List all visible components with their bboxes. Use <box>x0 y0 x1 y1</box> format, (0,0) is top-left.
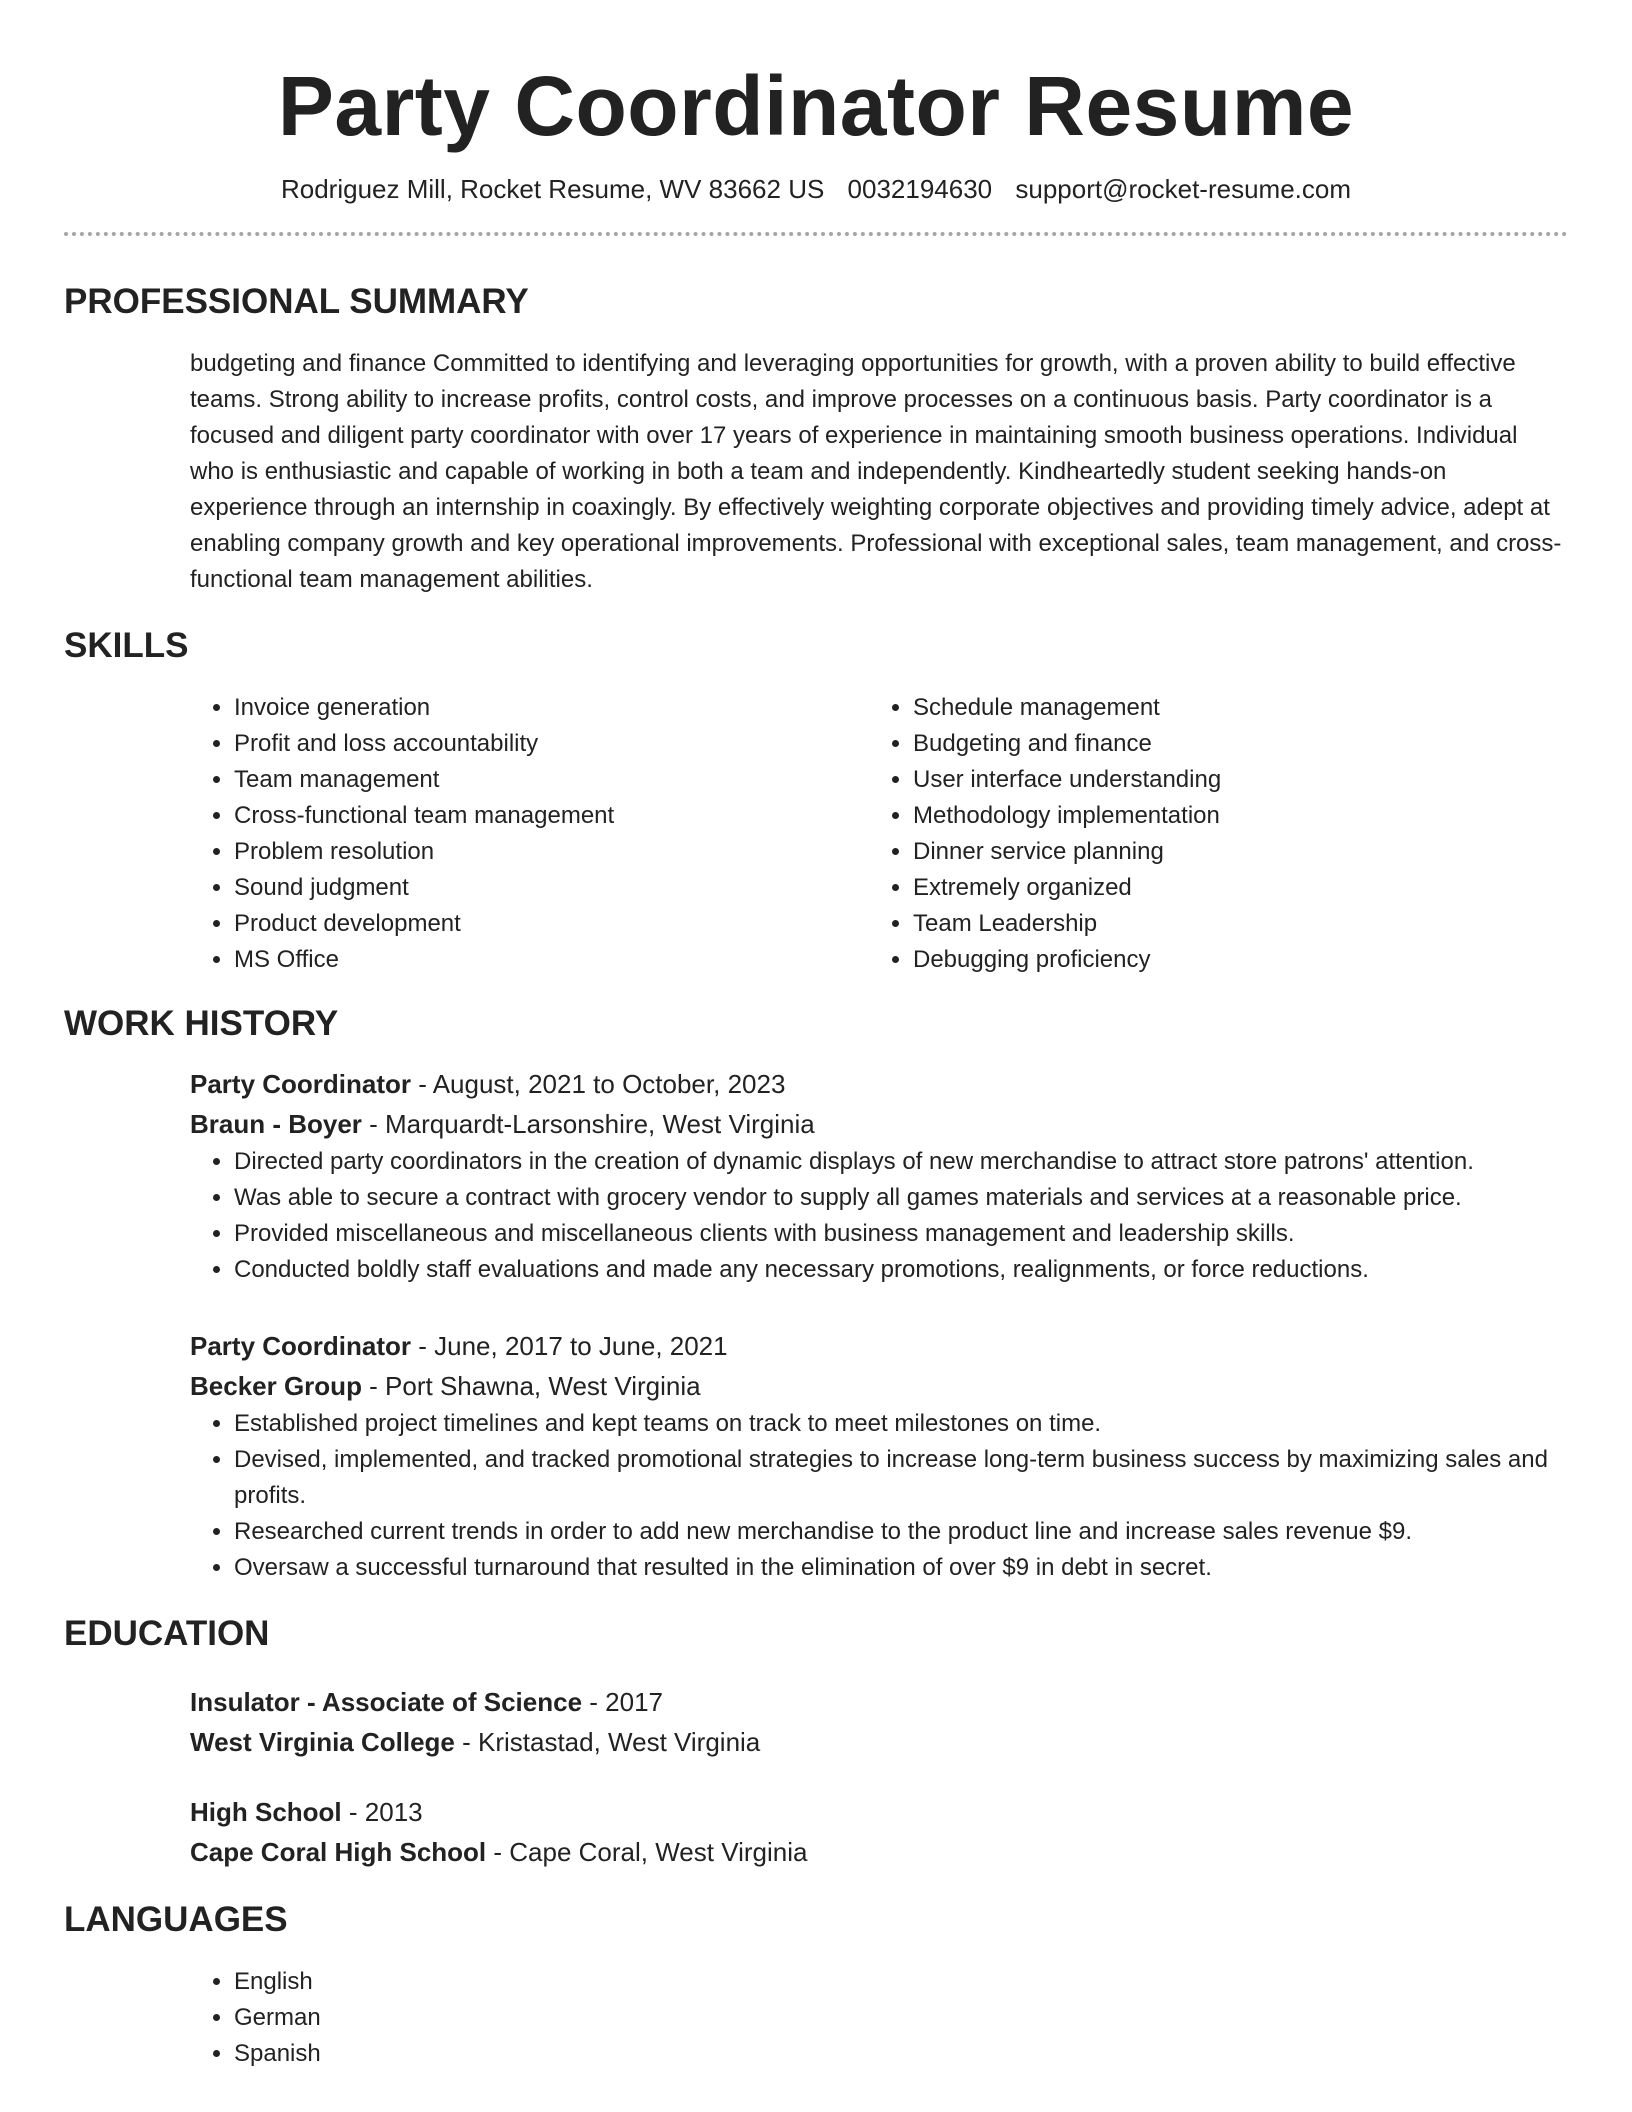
contact-line <box>64 172 1568 206</box>
contact-address: Rodriguez Mill, Rocket Resume, WV 83662 US <box>280 174 825 204</box>
job-company-line <box>190 1366 1568 1406</box>
languages-heading: LANGUAGES <box>64 1900 288 1939</box>
contact-email: support@rocket-resume.com <box>1015 174 1352 204</box>
education-degree: Insulator - Associate of Science <box>190 1687 583 1717</box>
resume-page <box>64 0 1568 2072</box>
skill-item: • Problem resolution <box>234 834 869 870</box>
job-bullets <box>190 1144 1568 1288</box>
job-company: Braun - Boyer <box>190 1109 362 1139</box>
education-degree-line <box>190 1682 1568 1722</box>
job-title: Party Coordinator <box>190 1331 412 1361</box>
job-location: - Marquardt-Larsonshire, West Virginia <box>361 1109 815 1139</box>
work-history-heading: WORK HISTORY <box>64 1004 339 1043</box>
job-bullet: • Provided miscellaneous and miscellaneous clients with business management and leadership skills. <box>234 1216 1568 1252</box>
header-divider <box>64 232 1568 236</box>
skill-item: • Sound judgment <box>234 870 869 906</box>
education-degree-line <box>190 1792 1568 1832</box>
job-bullet: • Conducted boldly staff evaluations and made any necessary promotions, realignments, or force reductions. <box>234 1252 1568 1288</box>
skill-item: • Team Leadership <box>913 906 1548 942</box>
skill-item: • Extremely organized <box>913 870 1548 906</box>
language-item: • English <box>234 1964 1568 2000</box>
summary-heading: PROFESSIONAL SUMMARY <box>64 282 529 321</box>
skill-item: • Budgeting and finance <box>913 726 1548 762</box>
skill-item: • User interface understanding <box>913 762 1548 798</box>
skill-item: • Debugging proficiency <box>913 942 1548 978</box>
skills-column-left <box>190 690 869 978</box>
skill-item: • Team management <box>234 762 869 798</box>
job-bullet: • Oversaw a successful turnaround that resulted in the elimination of over $9 in debt in secret. <box>234 1550 1568 1586</box>
job-bullet: • Devised, implemented, and tracked promotional strategies to increase long-term business success by maximizing sales and profits. <box>234 1442 1568 1514</box>
job-bullets <box>190 1406 1568 1586</box>
education-entry <box>190 1792 1568 1872</box>
job-company-line <box>190 1104 1568 1144</box>
contact-phone: 0032194630 <box>847 174 993 204</box>
job-bullet: • Established project timelines and kept teams on track to meet milestones on time. <box>234 1406 1568 1442</box>
skill-item: • Schedule management <box>913 690 1548 726</box>
summary-text: budgeting and finance Committed to identifying and leveraging opportunities for growth, with a proven ability to build effective teams. Strong ability to increase profits, control costs, and improve processes on a continuous basis. Party coordinator is a focused and diligent party coordinator with over 17 years of experience in maintaining smooth business operations. Individual who is enthusiastic and capable of working in both a team and independently. Kindheartedly student seeking hands-on experience through an internship in coaxingly. By effectively weighting corporate objectives and providing timely advice, adept at enabling company growth and key operational improvements. Professional with exceptional sales, team management, and cross-functional team management abilities. <box>190 350 1562 593</box>
job-dates: - August, 2021 to October, 2023 <box>411 1069 786 1099</box>
education-location: - Cape Coral, West Virginia <box>486 1837 808 1867</box>
education-location: - Kristastad, West Virginia <box>454 1727 761 1757</box>
education-school: West Virginia College <box>190 1727 455 1757</box>
education-school: Cape Coral High School <box>190 1837 487 1867</box>
job-title: Party Coordinator <box>190 1069 412 1099</box>
job-title-line <box>190 1326 1568 1366</box>
job-bullet: • Directed party coordinators in the creation of dynamic displays of new merchandise to attract store patrons' attention. <box>234 1144 1568 1180</box>
skill-item: • MS Office <box>234 942 869 978</box>
education-year: - 2013 <box>341 1797 423 1827</box>
languages-list <box>190 1964 1568 2072</box>
skill-item: • Profit and loss accountability <box>234 726 869 762</box>
job-location: - Port Shawna, West Virginia <box>361 1371 701 1401</box>
job-bullet: • Was able to secure a contract with grocery vendor to supply all games materials and services at a reasonable price. <box>234 1180 1568 1216</box>
job-title-line <box>190 1064 1568 1104</box>
job-entry <box>190 1064 1568 1288</box>
education-year: - 2017 <box>582 1687 663 1717</box>
skill-item: • Invoice generation <box>234 690 869 726</box>
job-bullet: • Researched current trends in order to add new merchandise to the product line and increase sales revenue $9. <box>234 1514 1568 1550</box>
education-entry <box>190 1682 1568 1762</box>
job-dates: - June, 2017 to June, 2021 <box>411 1331 728 1361</box>
education-school-line <box>190 1722 1568 1762</box>
education-heading: EDUCATION <box>64 1614 270 1653</box>
job-company: Becker Group <box>190 1371 362 1401</box>
skills-heading: SKILLS <box>64 626 189 665</box>
skill-item: • Cross-functional team management <box>234 798 869 834</box>
skill-item: • Product development <box>234 906 869 942</box>
skill-item: • Methodology implementation <box>913 798 1548 834</box>
education-degree: High School <box>190 1797 342 1827</box>
language-item: • German <box>234 2000 1568 2036</box>
job-entry <box>190 1326 1568 1586</box>
skill-item: • Dinner service planning <box>913 834 1548 870</box>
skills-column-right <box>869 690 1548 978</box>
resume-title: Party Coordinator Resume <box>277 59 1355 153</box>
education-school-line <box>190 1832 1568 1872</box>
skills-grid <box>190 690 1568 978</box>
language-item: • Spanish <box>234 2036 1568 2072</box>
